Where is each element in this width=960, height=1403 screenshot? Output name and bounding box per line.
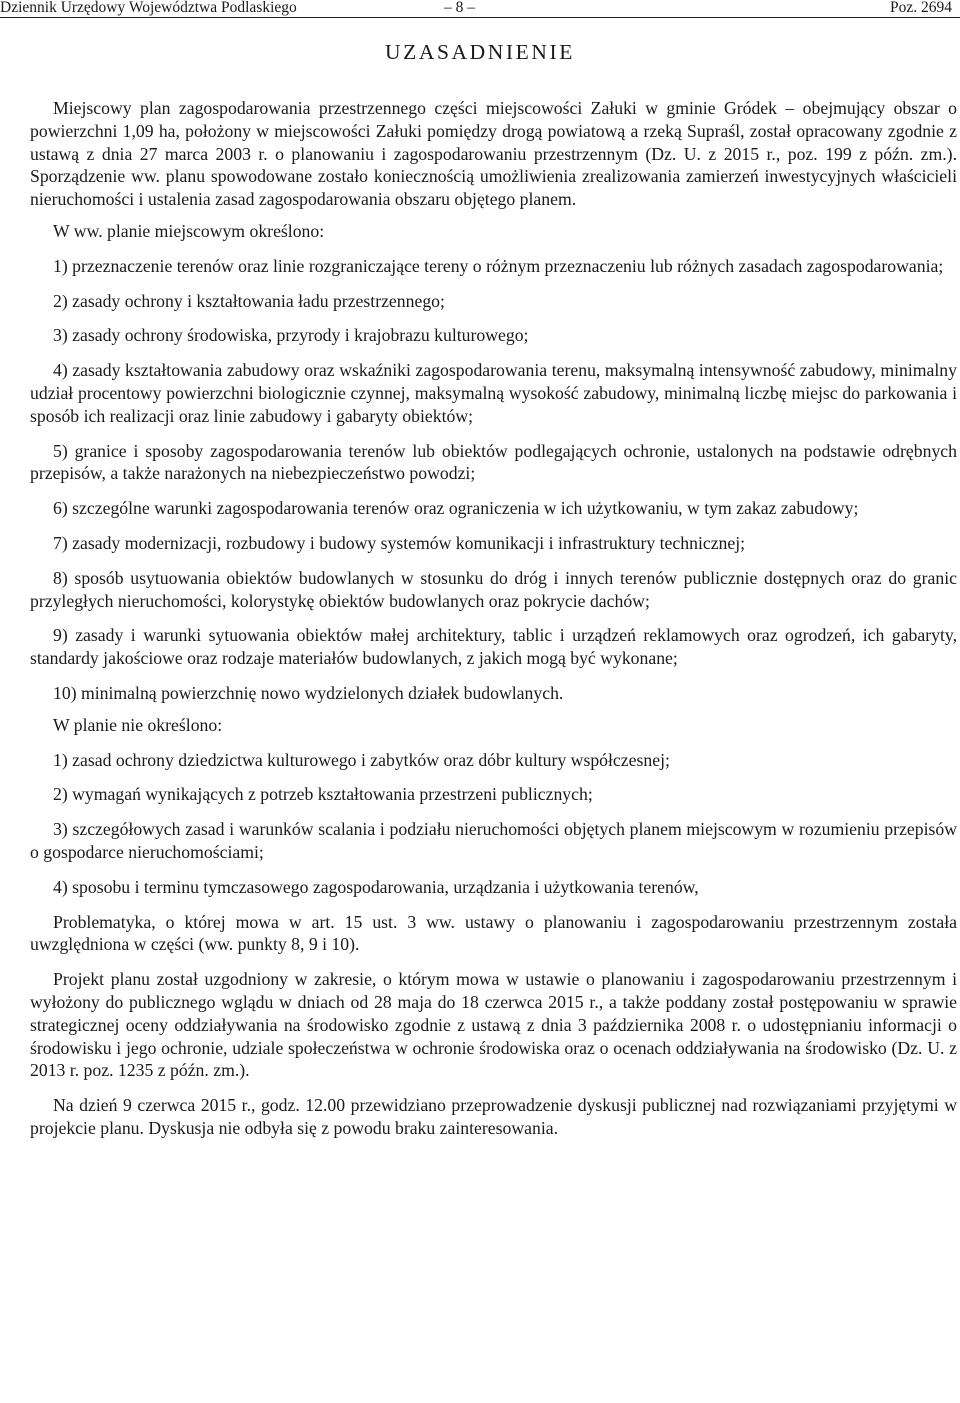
undefined-item-4: 4) sposobu i terminu tymczasowego zagospodarowania, urządzania i użytkowania terenów, [53,876,699,897]
undefined-heading: W planie nie określono: [53,714,223,735]
defined-item-5: 5) granice i sposoby zagospodarowania terenów lub obiektów podlegających ochronie, ustalonych na podstawie odrębnych przepisów, a także narażonych na niebezpieczeństwo powodzi; [30,440,957,484]
defined-item-7: 7) zasady modernizacji, rozbudowy i budowy systemów komunikacji i infrastruktury technicznej; [53,532,746,553]
defined-item-4: 4) zasady kształtowania zabudowy oraz wskaźniki zagospodarowania terenu, maksymalną intensywność zabudowy, minimalny udział procentowy powierzchni biologicznie czynnej, maksymalną wysokość zabudowy, minimalną liczbę miejsc do parkowania i sposób ich realizacji oraz linie zabudowy i gabaryty obiektów; [30,360,957,426]
defined-item-9: 9) zasady i warunki sytuowania obiektów małej architektury, tablic i urządzeń reklamowych oraz ogrodzeń, ich gabaryty, standardy jakościowe oraz rodzaje materiałów budowlanych, z jakich mogą być wykonane; [30,625,957,669]
undefined-item-2: 2) wymagań wynikających z potrzeb kształtowania przestrzeni publicznych; [53,784,593,805]
defined-item-10: 10) minimalną powierzchnię nowo wydzielonych działek budowlanych. [53,682,564,703]
defined-item-6: 6) szczególne warunki zagospodarowania terenów oraz ograniczenia w ich użytkowaniu, w tym zakaz zabudowy; [53,498,859,519]
undefined-item-1: 1) zasad ochrony dziedzictwa kulturowego i zabytków oraz dóbr kultury współczesnej; [53,749,670,770]
defined-heading: W ww. planie miejscowym określono: [53,220,325,241]
position-number: Poz. 2694 [890,0,952,16]
journal-name: Dziennik Urzędowy Województwa Podlaskiego [0,0,297,16]
intro-paragraph: Miejscowy plan zagospodarowania przestrzennego części miejscowości Załuki w gminie Gródek – obejmujący obszar o powierzchni 1,09 ha, położony w miejscowości Załuki pomiędzy drogą powiatową a rzeką Supraśl, został opracowany zgodnie z ustawą z dnia 27 marca 2003 r. o planowaniu i zagospodarowaniu przestrzennym (Dz. U. z 2015 r., poz. 199 z późn. zm.). Sporządzenie ww. planu spowodowane zostało koniecznością umożliwienia zrealizowania zamierzeń inwestycyjnych właścicieli nieruchomości i ustalenia zasad zagospodarowania obszaru objętego planem. [30,98,957,210]
problematyka-paragraph: Problematyka, o której mowa w art. 15 ust. 3 ww. ustawy o planowaniu i zagospodarowaniu przestrzennym została uwzględniona w części (ww. punkty 8, 9 i 10). [30,911,957,955]
dyskusja-paragraph: Na dzień 9 czerwca 2015 r., godz. 12.00 przewidziano przeprowadzenie dyskusji publicznej nad rozwiązaniami przyjętymi w projekcie planu. Dyskusja nie odbyła się z powodu braku zainteresowania. [30,1095,957,1138]
projekt-paragraph: Projekt planu został uzgodniony w zakresie, o którym mowa w ustawie o planowaniu i zagospodarowaniu przestrzennym i wyłożony do publicznego wglądu w dniach od 28 maja do 18 czerwca 2015 r., a także poddany został postępowaniu w sprawie strategicznej oceny oddziaływania na środowisko zgodnie z ustawą z dnia 3 października 2008 r. o udostępnianiu informacji o środowisku i jego ochronie, udziale społeczeństwa w ochronie środowiska oraz o ocenach oddziaływania na środowisko (Dz. U. z 2013 r. poz. 1235 z późn. zm.). [30,969,957,1081]
defined-item-8: 8) sposób usytuowania obiektów budowlanych w stosunku do dróg i innych terenów publicznie dostępnych oraz do granic przyległych nieruchomości, kolorystykę obiektów budowlanych oraz pokrycie dachów; [30,567,957,611]
document-title: UZASADNIENIE [384,40,576,64]
header-divider [0,17,960,18]
page-number: – 8 – [444,0,475,16]
defined-item-3: 3) zasady ochrony środowiska, przyrody i krajobrazu kulturowego; [53,325,529,346]
undefined-item-3: 3) szczegółowych zasad i warunków scalania i podziału nieruchomości objętych planem miejscowym w rozumieniu przepisów o gospodarce nieruchomościami; [30,819,957,862]
page-header [0,0,960,18]
defined-item-2: 2) zasady ochrony i kształtowania ładu przestrzennego; [53,290,445,311]
document-body [30,97,957,1140]
defined-item-1: 1) przeznaczenie terenów oraz linie rozgraniczające tereny o różnym przeznaczeniu lub różnych zasadach zagospodarowania; [53,255,944,276]
